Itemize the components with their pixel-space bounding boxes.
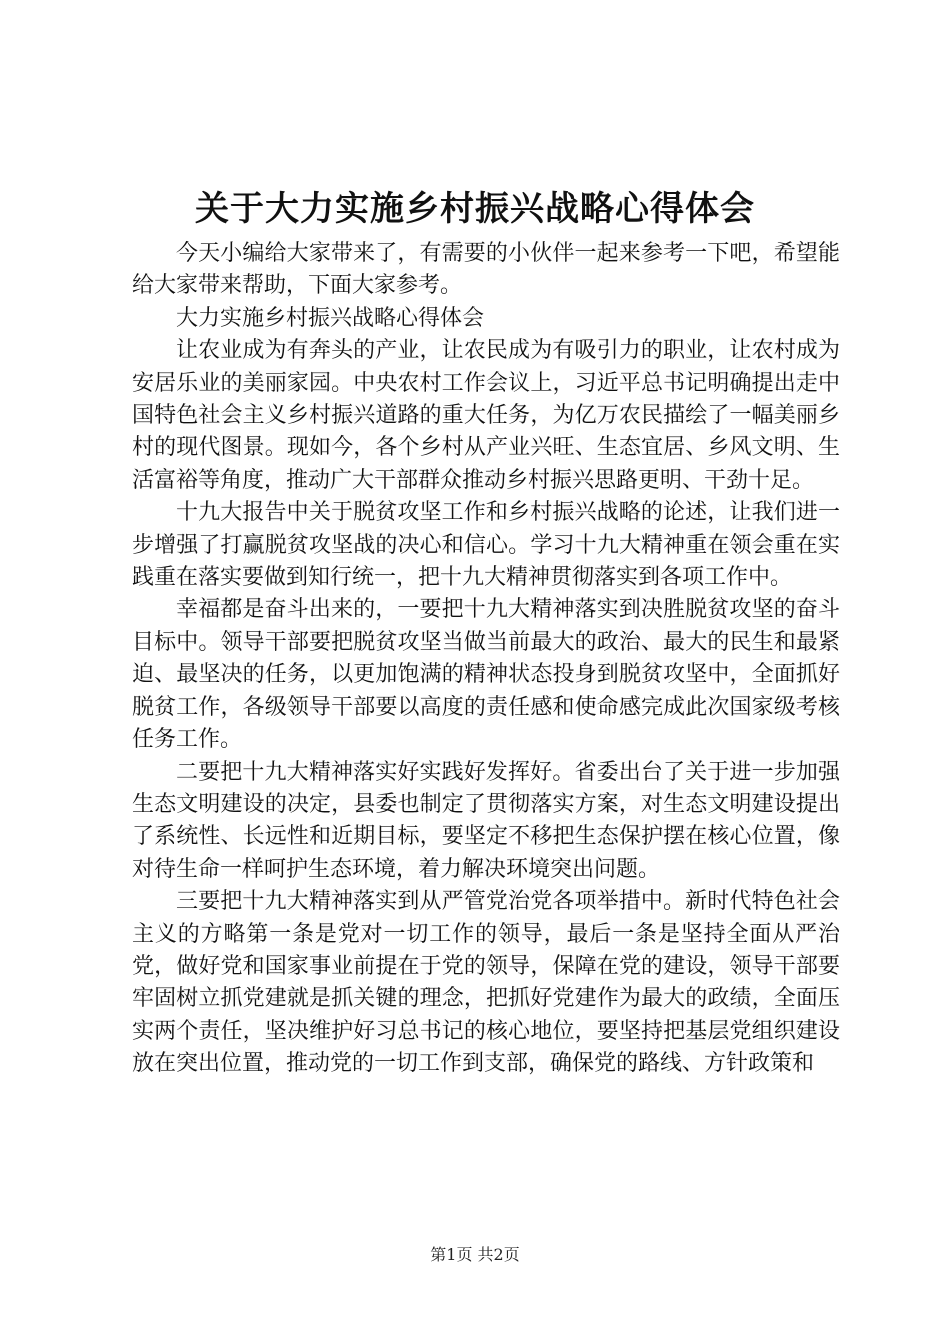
paragraph-subtitle: 大力实施乡村振兴战略心得体会: [176, 305, 485, 331]
document-title: 关于大力实施乡村振兴战略心得体会: [195, 189, 755, 229]
paragraph-4: 二要把十九大精神落实好实践好发挥好。省委出台了关于进一步加强生态文明建设的决定，县委也制定了贯彻落实方案，对生态文明建设提出了系统性、长远性和近期目标，要坚定不移把生态保护摆在核心位置，像对待生命一样呵护生态环境，着力解决环境突出问题。: [132, 759, 840, 882]
paragraph-1: 让农业成为有奔头的产业，让农民成为有吸引力的职业，让农村成为安居乐业的美丽家园。中央农村工作会议上，习近平总书记明确提出走中国特色社会主义乡村振兴道路的重大任务，为亿万农民描绘了一幅美丽乡村的现代图景。现如今，各个乡村从产业兴旺、生态宜居、乡风文明、生活富裕等角度，推动广大干部群众推动乡村振兴思路更明、干劲十足。: [132, 338, 840, 493]
paragraph-2: 十九大报告中关于脱贫攻坚工作和乡村振兴战略的论述，让我们进一步增强了打赢脱贫攻坚战的决心和信心。学习十九大精神重在领会重在实践重在落实要做到知行统一，把十九大精神贯彻落实到各项工作中。: [132, 500, 840, 591]
paragraph-intro: 今天小编给大家带来了，有需要的小伙伴一起来参考一下吧，希望能给大家带来帮助，下面大家参考。: [132, 241, 840, 299]
paragraph-3: 幸福都是奋斗出来的，一要把十九大精神落实到决胜脱贫攻坚的奋斗目标中。领导干部要把脱贫攻坚当做当前最大的政治、最大的民生和最紧迫、最坚决的任务，以更加饱满的精神状态投身到脱贫攻坚中，全面抓好脱贫工作，各级领导干部要以高度的责任感和使命感完成此次国家级考核任务工作。: [132, 597, 840, 753]
document-body: [132, 238, 840, 1081]
page-number-footer: 第1页 共2页: [430, 1245, 520, 1264]
paragraph-5: 三要把十九大精神落实到从严管党治党各项举措中。新时代特色社会主义的方略第一条是党对一切工作的领导，最后一条是坚持全面从严治党，做好党和国家事业前提在于党的领导，保障在党的建设，领导干部要牢固树立抓党建就是抓关键的理念，把抓好党建作为最大的政绩，全面压实两个责任，坚决维护好习总书记的核心地位，要坚持把基层党组织建设放在突出位置，推动党的一切工作到支部，确保党的路线、方针政策和: [132, 889, 840, 1077]
